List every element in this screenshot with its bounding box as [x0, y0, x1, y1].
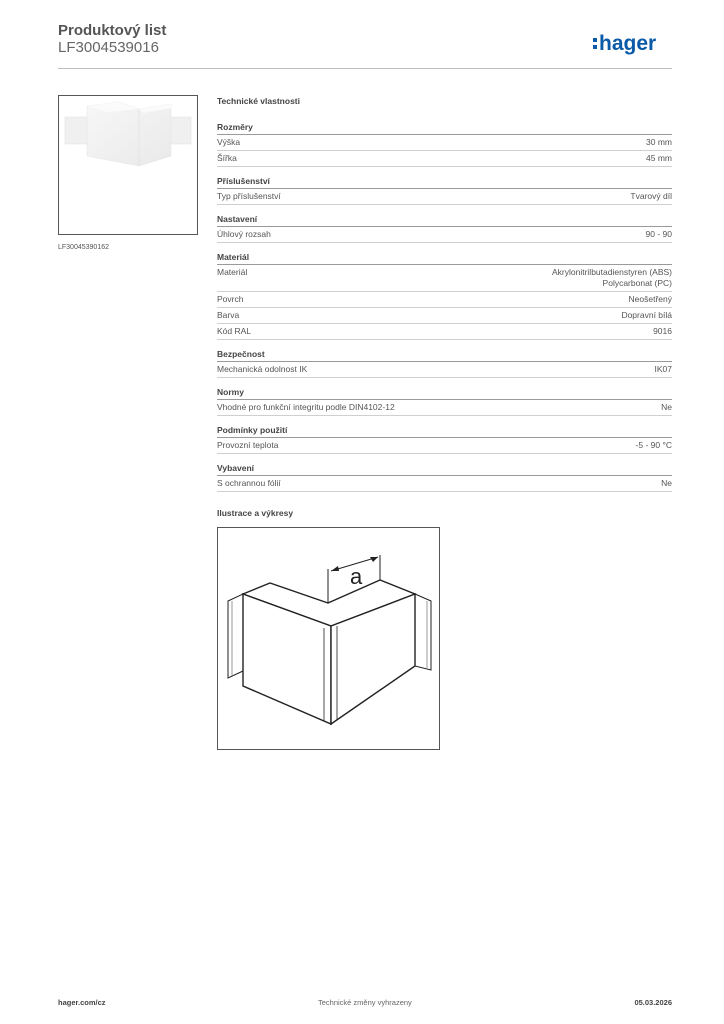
product-image-frame	[58, 95, 198, 235]
spec-value	[630, 191, 672, 202]
spec-value	[661, 478, 672, 489]
spec-group	[217, 176, 672, 205]
header-divider	[58, 68, 672, 69]
spec-value-line: Polycarbonat (PC)	[602, 278, 672, 288]
footer-date: 05.03.2026	[634, 998, 672, 1007]
document-title: Produktový list	[58, 22, 167, 39]
spec-label: Mechanická odolnost IK	[217, 364, 308, 374]
logo-text: hager	[599, 32, 657, 55]
spec-value	[636, 440, 672, 451]
hager-logo	[593, 29, 673, 57]
spec-row	[217, 135, 672, 151]
technical-drawing-frame	[217, 527, 440, 750]
spec-row	[217, 308, 672, 324]
spec-value-line: 9016	[653, 326, 672, 336]
spec-value	[621, 310, 672, 321]
product-code: LF3004539016	[58, 39, 159, 56]
spec-label: Šířka	[217, 153, 237, 163]
spec-group-title: Nastavení	[217, 214, 672, 227]
spec-value-line: Akrylonitrilbutadienstyren (ABS)	[552, 267, 672, 277]
spec-group-title: Bezpečnost	[217, 349, 672, 362]
spec-group	[217, 349, 672, 378]
spec-label: Vhodné pro funkční integritu podle DIN4102-12	[217, 402, 395, 412]
spec-group	[217, 252, 672, 340]
product-photo	[59, 96, 197, 234]
spec-row	[217, 362, 672, 378]
spec-group-title: Podmínky použití	[217, 425, 672, 438]
spec-value-line: 30 mm	[646, 137, 672, 147]
product-image-caption: LF30045390162	[58, 244, 109, 251]
spec-value	[655, 364, 673, 375]
spec-value	[646, 229, 672, 240]
spec-value-line: IK07	[654, 364, 672, 374]
spec-value	[653, 326, 672, 337]
spec-value-line: Ne	[661, 478, 672, 488]
spec-value-line: Dopravní bílá	[621, 310, 672, 320]
spec-label: Kód RAL	[217, 326, 252, 336]
spec-group-title: Příslušenství	[217, 176, 672, 189]
spec-group	[217, 214, 672, 243]
spec-row	[217, 292, 672, 308]
spec-label: Úhlový rozsah	[217, 229, 271, 239]
spec-label: Barva	[217, 310, 240, 320]
spec-value-line: -5 - 90 °C	[635, 440, 672, 450]
spec-group-title: Normy	[217, 387, 672, 400]
technical-drawing	[218, 528, 439, 749]
spec-row	[217, 227, 672, 243]
spec-row	[217, 151, 672, 167]
spec-label: Typ příslušenství	[217, 191, 281, 201]
spec-label: Materiál	[217, 267, 248, 277]
spec-row	[217, 324, 672, 340]
spec-label: Provozní teplota	[217, 440, 279, 450]
spec-group	[217, 425, 672, 454]
footer-website[interactable]: hager.com/cz	[58, 998, 106, 1007]
spec-groups	[217, 122, 672, 492]
spec-value	[646, 153, 672, 164]
spec-value-line: Neošetřený	[628, 294, 672, 304]
spec-value	[646, 137, 672, 148]
spec-value	[661, 402, 672, 413]
spec-group	[217, 463, 672, 492]
spec-value-line: Ne	[661, 402, 672, 412]
spec-value	[629, 294, 672, 305]
spec-value-line: Tvarový díl	[630, 191, 672, 201]
spec-group	[217, 387, 672, 416]
spec-value-line: 45 mm	[646, 153, 672, 163]
dimension-label: a	[350, 564, 363, 589]
spec-label: Povrch	[217, 294, 244, 304]
spec-label: Výška	[217, 137, 241, 147]
spec-row	[217, 476, 672, 492]
spec-row	[217, 438, 672, 454]
technical-specs	[217, 96, 672, 501]
spec-label: S ochrannou fólií	[217, 478, 281, 488]
spec-group-title: Rozměry	[217, 122, 672, 135]
illustration-title: Ilustrace a výkresy	[217, 508, 294, 518]
spec-value-line: 90 - 90	[645, 229, 672, 239]
spec-row	[217, 189, 672, 205]
spec-value	[552, 267, 672, 289]
specs-title: Technické vlastnosti	[217, 96, 300, 106]
spec-group-title: Materiál	[217, 252, 672, 265]
spec-group	[217, 122, 672, 167]
spec-row	[217, 265, 672, 292]
spec-row	[217, 400, 672, 416]
spec-group-title: Vybavení	[217, 463, 672, 476]
footer-disclaimer: Technické změny vyhrazeny	[318, 998, 412, 1007]
